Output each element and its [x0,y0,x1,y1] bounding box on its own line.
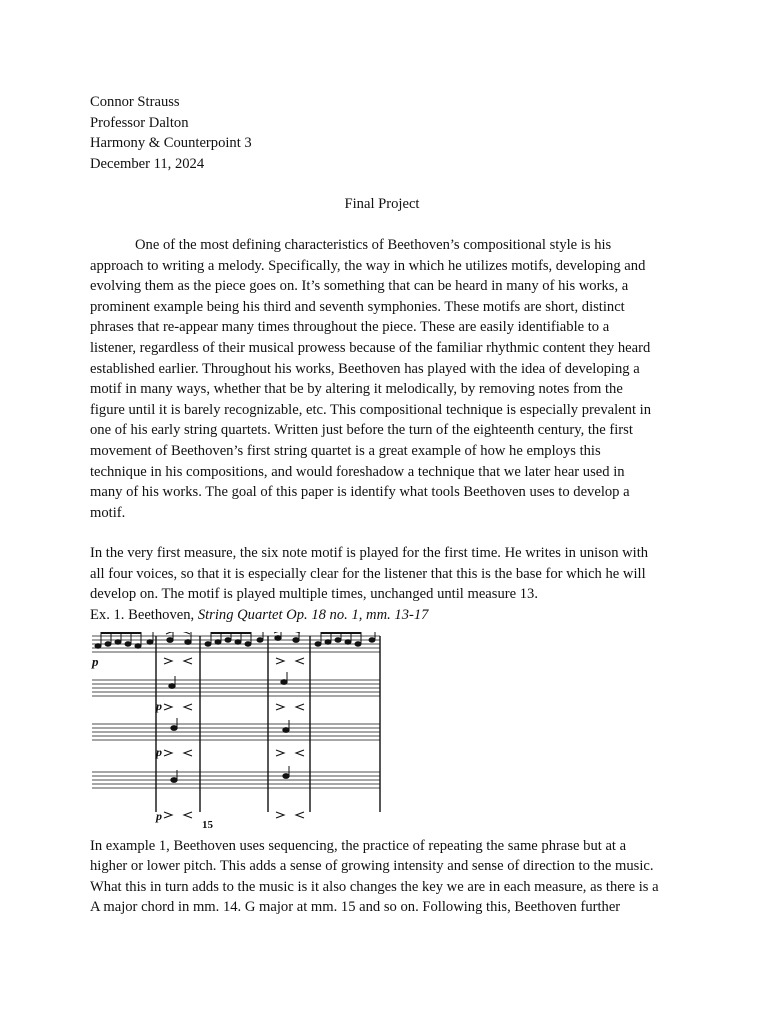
staff-viola [92,724,380,740]
paragraph-line: many of his works. The goal of this paper is identify what tools Beethoven uses to develop a [90,484,630,501]
paragraph-line: technique in his compositions, and would foreshadow a technique that we later hear used in [90,463,625,480]
paragraph-line: motif. [90,504,126,521]
motif-notes-m16 [274,632,300,642]
sustained-notes [169,672,289,782]
paragraph-line: develop on. The motif is played multiple times, unchanged until measure 13. [90,586,538,603]
paragraph-line: approach to writing a melody. Specifically, the way in which he utilizes motifs, developing and [90,257,646,274]
caption-work-title: String Quartet Op. 18 no. 1, mm. 13-17 [197,607,429,624]
paragraph-line: listener, regardless of their musical prowess because of the familiar rhythmic content they heard [90,339,651,356]
paragraph-line: motif in many ways, whether that be by altering it melodically, by removing notes from the [90,381,623,398]
paragraph-line: One of the most defining characteristics of Beethoven’s compositional style is his [135,236,612,253]
paragraph-line: movement of Beethoven’s first string quartet is a great example of how he employs this [90,442,601,459]
paragraph-3 [90,836,680,918]
example-caption [90,605,680,626]
paragraph-line: In the very first measure, the six note motif is played for the first time. He writes in unison with [90,545,649,562]
dynamic-marking: p [156,698,162,713]
paragraph-line: higher or lower pitch. This adds a sense of growing intensity and sense of direction to the music. [90,858,654,875]
date: December 11, 2024 [90,155,205,172]
motif-notes-m14 [166,632,191,644]
measure-number: 15 [202,818,213,831]
paragraph-line: phrases that re-appear many times throughout the piece. These are easily identifiable to a [90,319,610,336]
course-name: Harmony & Counterpoint 3 [90,135,252,152]
dynamic-marking: p [156,808,162,823]
paragraph-2 [90,543,680,625]
dynamic-marking: p [156,744,162,759]
caption-prefix: Ex. 1. Beethoven, [90,607,198,624]
music-score-excerpt [90,632,382,832]
staff-cello [92,772,380,788]
staff-violin-2 [92,680,380,696]
professor-name: Professor Dalton [90,114,189,131]
paragraph-line: figure until it is barely recognizable, etc. This compositional technique is especially prevalent in [90,401,652,418]
page-title: Final Project [344,196,420,213]
document-page [90,92,690,918]
paragraph-line: evolving them as the piece goes on. It’s something that can be heard in many of his works, a [90,278,629,295]
paragraph-line: established earlier. Throughout his works, Beethoven has played with the idea of developing a [90,360,640,377]
paragraph-1 [90,235,680,523]
paragraph-line: one of his early string quartets. Written just before the turn of the eighteenth century, the first [90,422,633,439]
header-block [90,92,690,174]
paragraph-line: In example 1, Beethoven uses sequencing, the practice of repeating the same phrase but at a [90,837,627,854]
author-name: Connor Strauss [90,94,180,110]
paragraph-line: all four voices, so that it is especially clear for the listener that this is the base for which he will [90,565,646,582]
dynamic-marking: p [92,653,99,669]
paragraph-line: A major chord in mm. 14. G major at mm. 15 and so on. Following this, Beethoven further [90,899,621,916]
paragraph-line: prominent example being his third and seventh symphonies. These motifs are short, distinct [90,298,625,315]
paragraph-line: What this in turn adds to the music is it also changes the key we are in each measure, as there is a [90,878,659,895]
